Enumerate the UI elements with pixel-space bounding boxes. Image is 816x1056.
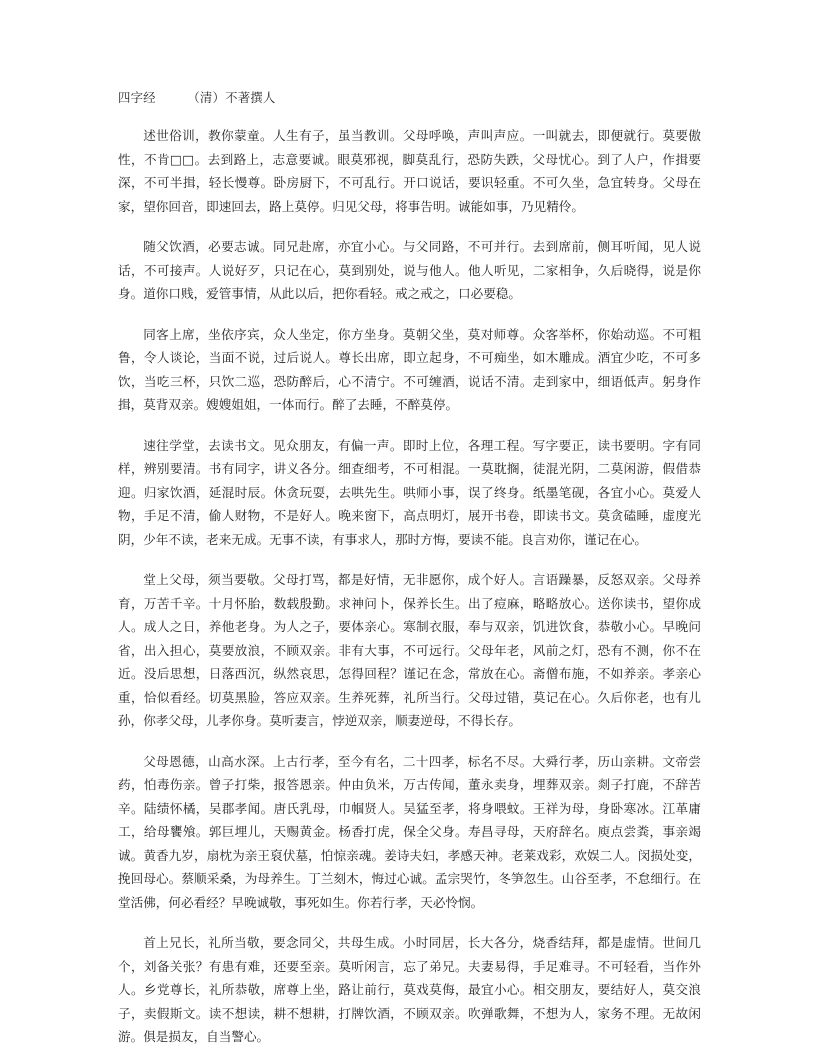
paragraph-spacer xyxy=(118,914,701,931)
paragraph-list xyxy=(118,124,701,1049)
paragraph-spacer xyxy=(118,551,701,568)
document-content xyxy=(118,88,701,1049)
paragraph-6: 父母恩德，山高水深。上古行孝，至今有名，二十四孝，标名不尽。大舜行孝，历山亲耕。文帝尝药，怕毒伤亲。曾子打柴，报答恩亲。仲由负米，万古传闻，董永卖身，埋葬双亲。剡子打鹿，不辞苦辛。陆绩怀橘，吴郡孝闻。唐氏乳母，巾帼贤人。吴猛至孝，将身喂蚊。王祥为母，身卧寒冰。江革庸工，给母饔飧。郭巨埋儿，天赐黄金。杨香打虎，保全父身。寿昌寻母，天府辞名。庾点尝粪，事亲竭诚。黄香九岁，扇枕为亲王裒伏墓，怕惊亲魂。姜诗夫妇，孝感天神。老莱戏彩，欢娱二人。闵损处变，挽回母心。蔡顺采桑，为母养生。丁兰刻木，悔过心诚。孟宗哭竹，冬笋忽生。山谷至孝，不怠细行。在堂活佛，何必看经？早晚诚敬，事死如生。你若行孝，天必怜悯。 xyxy=(118,753,701,910)
paragraph-1: 述世俗训，教你蒙童。人生有子，虽当教训。父母呼唤，声叫声应。一叫就去，即便就行。莫要傲性，不肯□□。去到路上，志意要诚。眼莫邪视，脚莫乱行，恐防失跌，父母忧心。到了人户，作揖要深，不可半揖，轻长慢尊。卧房厨下，不可乱行。开口说话，要识轻重。不可久坐，急宜转身。父母在家，望你回音，即速回去，路上莫停。归见父母，将事告明。诚能如事，乃见精伶。 xyxy=(118,128,701,214)
title-body-spacer xyxy=(118,107,701,124)
paragraph-spacer xyxy=(118,733,701,750)
paragraph-7: 首上兄长，礼所当敬，要念同父，共母生成。小时同居，长大各分，烧香结拜，都是虚情。世间几个，刘备关张？有患有难，还要至亲。莫听闲言，忘了弟兄。夫妻易得，手足难寻。不可轻看，当作外人。乡党尊长，礼所恭敬，席尊上坐，路让前行，莫戏莫侮，最宜小心。相交朋友，要结好人，莫交浪子，卖假斯文。读不想读，耕不想耕，打牌饮酒，不顾双亲。吹弹歌舞，不想为人，家务不理。无故闲游。俱是损友，自当警心。 xyxy=(118,935,701,1045)
page-title: 四字经 （清）不著撰人 xyxy=(118,90,276,105)
paragraph-3: 同客上席，坐依序宾，众人坐定，你方坐身。莫朝父坐，莫对师尊。众客举杯，你始动巡。不可粗鲁，令人谈论，当面不说，过后说人。尊长出席，即立起身，不可痴坐，如木雕成。酒宜少吃，不可多饮，当吃三杯，只饮二巡，恐防醉后，心不清宁。不可缠酒，说话不清。走到家中，细语低声。躬身作揖，莫背双亲。嫂嫂姐姐，一体而行。醉了去睡，不醉莫停。 xyxy=(118,326,701,413)
paragraph-spacer xyxy=(118,218,701,235)
paragraph-spacer xyxy=(118,306,701,323)
paragraph-4: 速往学堂，去读书文。见众朋友，有偏一声。即时上位，各理工程。写字要正，读书要明。字有同样，辨别要清。书有同字，讲义各分。细查细考，不可相混。一莫耽搁，徒混光阴，二莫闲游，假借恭迎。归家饮酒，延混时辰。休贪玩耍，去哄先生。哄师小事，误了终身。纸墨笔砚，各宜小心。莫爱人物，手足不清，偷人财物，不是好人。晚来窗下，高点明灯，展开书卷，即读书文。莫贪磕睡，虚度光阴，少年不读，老来无成。无事不读，有事求人，那时方悔，要读不能。良言劝你，谨记在心。 xyxy=(118,437,701,547)
paragraph-5: 堂上父母，须当要敬。父母打骂，都是好情，无非愿你，成个好人。言语躁暴，反怒双亲。父母养育，万苦千辛。十月怀胎，数载殷勤。求神问卜，保养长生。出了痘麻，略略放心。送你读书，望你成人。成人之日，养他老身。为人之子，要体亲心。寒制衣服，奉与双亲，饥进饮食，恭敬小心。早晚问省，出入担心，莫要放浪，不顾双亲。非有大事，不可远行。父母年老，风前之灯，恐有不测，你不在近。没后思想，日落西沉，纵然哀思，怎得回程？谨记在念，常放在心。斋僧布施，不如养亲。孝亲心重，恰似看经。切莫黑脸，答应双亲。生养死葬，礼所当行。父母过错，莫记在心。久后你老，也有儿孙，你孝父母，儿孝你身。莫听妻言，悖逆双亲，顺妻逆母，不得长存。 xyxy=(118,572,701,729)
paragraph-spacer xyxy=(118,417,701,434)
paragraph-2: 随父饮酒，必要志诚。同兄赴席，亦宜小心。与父同路，不可并行。去到席前，侧耳听闻，见人说话，不可接声。人说好歹，只记在心，莫到别处，说与他人。他人听见，二家相争，久后晓得，说是你身。道你口贱，爱管事情，从此以后，把你看轻。戒之戒之，口必要稳。 xyxy=(118,239,701,302)
